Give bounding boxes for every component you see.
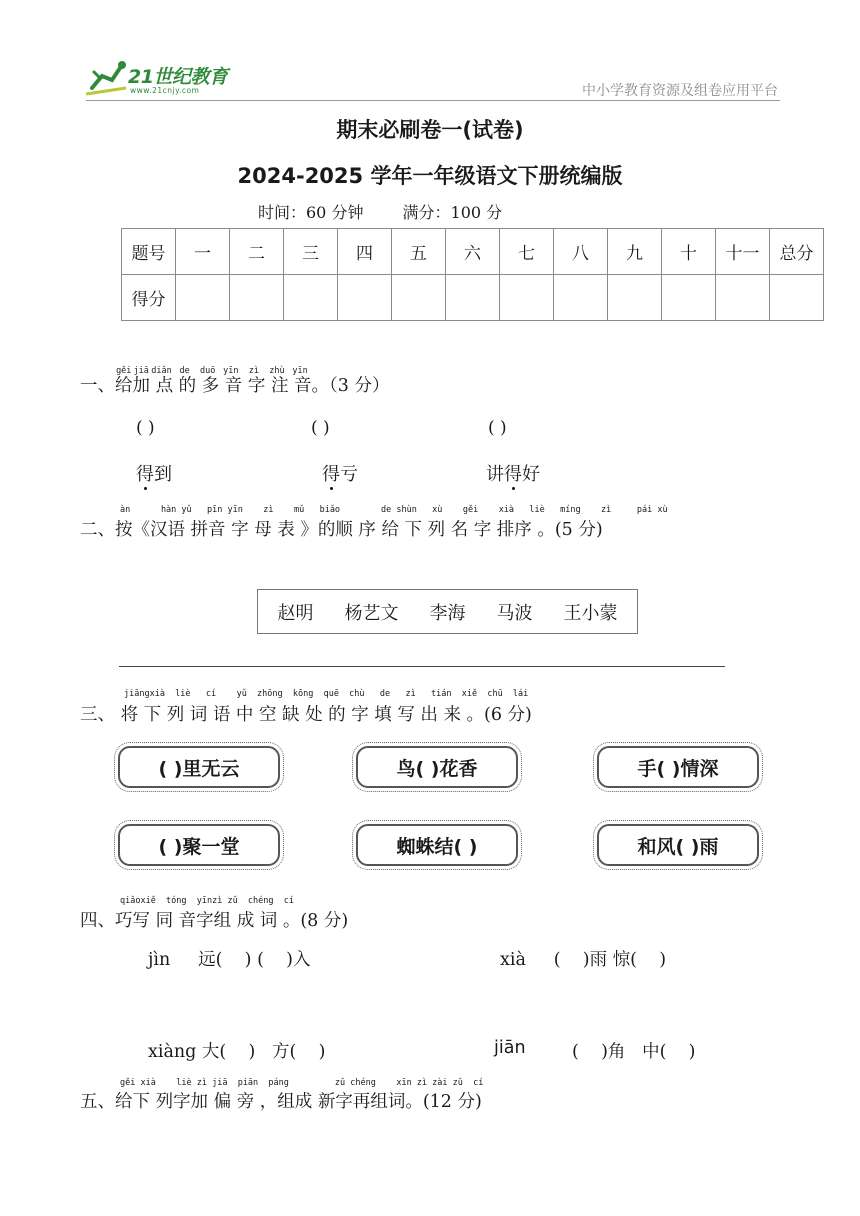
q1-ruby-char: 加jiā bbox=[132, 366, 150, 396]
q5-instruction: 给下 列字加 偏 旁 ，组成 新字再组词。(12 分) bbox=[115, 1092, 482, 1112]
score-cell: 四 bbox=[338, 229, 392, 275]
q1-number: 一、 bbox=[80, 376, 115, 396]
q4-row2-right[interactable]: ( )角 中( ) bbox=[572, 1042, 696, 1062]
q5-number: 五、 bbox=[80, 1092, 115, 1112]
q1-word-1: 得到 bbox=[136, 464, 172, 485]
q3-number: 三、 bbox=[80, 705, 115, 725]
q4-row2-right-pinyin: jiān bbox=[494, 1038, 526, 1058]
q3-idiom-card bbox=[593, 820, 763, 870]
score-cell: 三 bbox=[284, 229, 338, 275]
score-input-cell[interactable] bbox=[230, 275, 284, 321]
score-cell: 二 bbox=[230, 229, 284, 275]
q5-heading bbox=[80, 1088, 482, 1113]
score-cell: 九 bbox=[608, 229, 662, 275]
q1-heading bbox=[80, 366, 390, 397]
q2-answer-line[interactable] bbox=[119, 666, 725, 667]
score-input-cell[interactable] bbox=[662, 275, 716, 321]
q1-ruby-char: 多duō bbox=[196, 366, 220, 396]
score-input-cell[interactable] bbox=[716, 275, 770, 321]
q2-name: 王小蒙 bbox=[563, 602, 618, 624]
q2-number: 二、 bbox=[80, 520, 115, 540]
score-table-score-row bbox=[122, 275, 824, 321]
score-row-label: 得分 bbox=[122, 275, 176, 321]
q2-pinyin: àn hàn yǔ pīn yīn zì mǔ biǎo de shùn xù gěi xià liè míng zì pái xù bbox=[120, 505, 668, 515]
q2-instruction: 按《汉语 拼音 字 母 表 》的顺 序 给 下 列 名 字 排序 。(5 分) bbox=[115, 520, 603, 540]
q1-ruby-pinyin: zì bbox=[242, 366, 266, 376]
logo-brand: 21世纪教育 bbox=[128, 66, 228, 88]
score-input-cell[interactable] bbox=[500, 275, 554, 321]
q3-idiom-card bbox=[114, 820, 284, 870]
q3-heading bbox=[80, 701, 532, 726]
score-input-cell[interactable] bbox=[392, 275, 446, 321]
q2-heading bbox=[80, 516, 603, 541]
q1-instruction bbox=[115, 366, 312, 396]
q3-pinyin: jiāngxià liè cí yǔ zhōng kōng quē chù de zì tián xiě chū lái bbox=[124, 689, 529, 699]
q1-word-1-char: 得 bbox=[136, 464, 154, 485]
q1-answer-blank-1[interactable]: ( ) bbox=[136, 418, 155, 438]
q4-heading bbox=[80, 907, 348, 932]
q3-idiom[interactable]: 鸟( )花香 bbox=[356, 746, 518, 788]
q3-idiom[interactable]: 手( )情深 bbox=[597, 746, 759, 788]
score-input-cell[interactable] bbox=[176, 275, 230, 321]
q4-row2-left[interactable]: xiàng 大( ) 方( ) bbox=[148, 1042, 326, 1062]
q3-idiom[interactable]: ( )聚一堂 bbox=[118, 824, 280, 866]
score-cell: 十一 bbox=[716, 229, 770, 275]
score-cell: 题号 bbox=[122, 229, 176, 275]
header-divider bbox=[86, 100, 780, 101]
q3-instruction: 将 下 列 词 语 中 空 缺 处 的 字 填 写 出 来 。(6 分) bbox=[115, 705, 532, 725]
q1-answer-blank-2[interactable]: ( ) bbox=[311, 418, 330, 438]
q2-name: 马波 bbox=[496, 602, 533, 624]
q4-row1-left[interactable]: jìn 远( ) ( )入 bbox=[148, 950, 311, 970]
q4-instruction: 巧写 同 音字组 成 词 。(8 分) bbox=[115, 911, 349, 931]
q2-name: 李海 bbox=[429, 602, 466, 624]
q3-idiom-card bbox=[352, 820, 522, 870]
score-input-cell[interactable] bbox=[446, 275, 500, 321]
exam-subtitle: 2024-2025 学年一年级语文下册统编版 bbox=[237, 164, 623, 188]
q3-idiom[interactable]: 蜘蛛结( ) bbox=[356, 824, 518, 866]
exam-info bbox=[258, 200, 536, 223]
q1-ruby-char: 给gěi bbox=[115, 366, 133, 396]
score-cell: 六 bbox=[446, 229, 500, 275]
q1-ruby-pinyin: yīn bbox=[288, 366, 312, 376]
exam-full-score: 满分：100 分 bbox=[402, 203, 503, 222]
score-input-cell[interactable] bbox=[284, 275, 338, 321]
score-cell: 一 bbox=[176, 229, 230, 275]
score-input-cell[interactable] bbox=[770, 275, 824, 321]
q1-ruby-pinyin: yīn bbox=[219, 366, 243, 376]
q1-word-2: 得亏 bbox=[322, 464, 358, 485]
q3-idiom[interactable]: 和风( )雨 bbox=[597, 824, 759, 866]
q1-ruby-char: 音yīn bbox=[288, 366, 312, 396]
q1-word-3-char: 得 bbox=[504, 464, 522, 485]
q3-idiom-card bbox=[352, 742, 522, 792]
q1-ruby-pinyin: zhù bbox=[265, 366, 289, 376]
q1-ruby-pinyin: jiā bbox=[132, 366, 150, 376]
score-cell: 八 bbox=[554, 229, 608, 275]
q2-name: 赵明 bbox=[277, 602, 314, 624]
q1-word-2-char: 得 bbox=[322, 464, 340, 485]
q1-ruby-pinyin: diǎn bbox=[150, 366, 174, 376]
q2-names-box bbox=[257, 589, 638, 634]
score-cell: 七 bbox=[500, 229, 554, 275]
q1-ruby-char: 的de bbox=[173, 366, 197, 396]
q1-points: 。（3 分） bbox=[311, 376, 390, 396]
exam-title: 期末必刷卷一(试卷) bbox=[336, 118, 524, 142]
platform-name: 中小学教育资源及组卷应用平台 bbox=[582, 83, 778, 99]
score-cell: 十 bbox=[662, 229, 716, 275]
score-table-header-row bbox=[122, 229, 824, 275]
q3-idiom[interactable]: ( )里无云 bbox=[118, 746, 280, 788]
score-table bbox=[121, 228, 824, 321]
q4-number: 四、 bbox=[80, 911, 115, 931]
score-input-cell[interactable] bbox=[608, 275, 662, 321]
q3-idiom-card bbox=[593, 742, 763, 792]
score-cell: 总分 bbox=[770, 229, 824, 275]
q1-answer-blank-3[interactable]: ( ) bbox=[488, 418, 507, 438]
q1-word-3: 讲得好 bbox=[486, 464, 540, 485]
q1-ruby-pinyin: duō bbox=[196, 366, 220, 376]
q1-ruby-char: 点diǎn bbox=[150, 366, 174, 396]
q4-row1-right[interactable]: xià ( )雨 惊( ) bbox=[500, 950, 667, 970]
score-input-cell[interactable] bbox=[338, 275, 392, 321]
score-input-cell[interactable] bbox=[554, 275, 608, 321]
exam-time: 时间：60 分钟 bbox=[258, 203, 364, 222]
q1-ruby-char: 字zì bbox=[242, 366, 266, 396]
q3-idiom-card bbox=[114, 742, 284, 792]
q1-ruby-char: 注zhù bbox=[265, 366, 289, 396]
q5-pinyin: gěi xià liè zì jiā piān páng zǔ chéng xīn zì zài zǔ cí bbox=[120, 1078, 484, 1088]
q1-ruby-pinyin: de bbox=[173, 366, 197, 376]
q4-pinyin: qiǎoxiě tóng yīnzì zǔ chéng cí bbox=[120, 896, 294, 906]
logo-url: www.21cnjy.com bbox=[130, 86, 200, 95]
q2-name: 杨艺文 bbox=[344, 602, 399, 624]
score-cell: 五 bbox=[392, 229, 446, 275]
q1-ruby-pinyin: gěi bbox=[115, 366, 133, 376]
q1-ruby-char: 音yīn bbox=[219, 366, 243, 396]
